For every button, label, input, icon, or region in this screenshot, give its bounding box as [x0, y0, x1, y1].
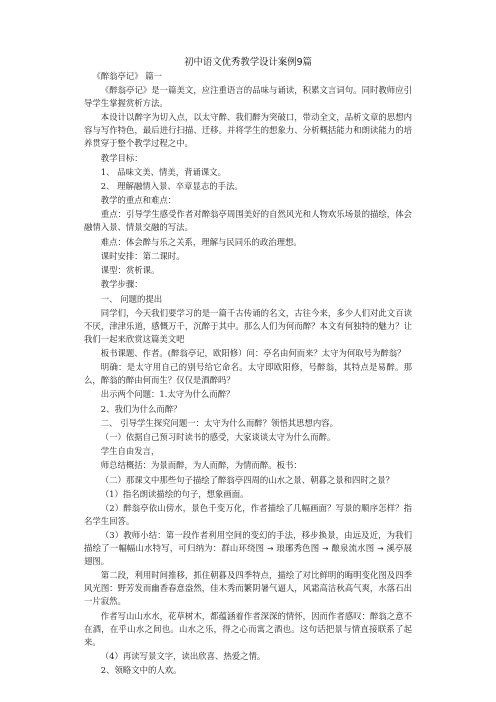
paragraph: 《醉翁亭记》是一篇美文，应注重语言的品味与诵读，积累文言词句。同时教师应引导学生掌握赏析方法。 [84, 85, 412, 109]
paragraph: 教学的重点和难点： [100, 195, 177, 206]
section-heading: 二、 引导学生探究问题一：太守为什么而醉？领悟其思想内容。 [100, 417, 338, 428]
paragraph: 明确：是太守用自己的别号给它命名。太守即欧阳修，号醉翁，其特点是易醉。那么，醉翁的醉由何而生？仅仅是酒醉吗？ [84, 362, 412, 386]
paragraph: 板书课题、作者。(醉翁亭记，欧阳修）问：亭名由何而来？太守为何取号为醉翁？ [100, 347, 406, 358]
paragraph: 2、我们为什么而醉？ [100, 403, 182, 414]
section-heading: 《醉翁亭记》 篇一 [92, 71, 163, 81]
paragraph: （4）再读写景文字，读出欣喜、热爱之情。 [100, 650, 266, 661]
paragraph: 作者写山山水水，花草树木，都蕴涵着作者深深的情怀，因而作者感叹：醉翁之意不在酒，在乎山水之间也。山水之乐，得之心而寓之酒也。这句话把景与情直接联系了起来。 [84, 610, 412, 647]
paragraph: （2）醉翁亭依山傍水，景色千变万化，作者描绘了几幅画面？写景的顺序怎样？指名学生回答。 [84, 502, 412, 526]
paragraph: 本设计以醉字为切入点，以太守醉、我们醉为突破口，带动全文，品析文章的思想内容与写作特色，最后进行扫描、迁移。并将学生的想象力、分析概括能力和朗读能力的培养贯穿于整个教学过程之中。 [84, 112, 412, 149]
paragraph: 师总结概括：为景而醉，为人而醉，为情而醉。板书： [100, 460, 302, 471]
paragraph: 重点：引导学生感受作者对醉翁亭周围美好的自然风光和人物欢乐场景的描绘，体会融情入景、情景交融的写法。 [84, 209, 412, 233]
paragraph: 教学目标： [100, 152, 143, 163]
paragraph: （二）那课文中那些句子描绘了醉翁亭四周的山水之景、朝暮之景和四时之景？ [100, 474, 394, 485]
flow-step: 酿泉流水图 [331, 543, 375, 554]
paragraph: 教学步骤： [100, 279, 143, 290]
paragraph: 难点：体会醉与乐之关系，理解与民同乐的政治理想。 [100, 236, 302, 247]
paragraph-text: （3）教师小结：第一段作者利用空间的变幻的手法，移步换景，由远及近，为我们描绘了一幅幅山水特写，可归纳为：群山环绕图 [84, 530, 412, 554]
arrow-right-icon: → [377, 544, 384, 554]
flow-step: 溪亭展翅图。 [84, 543, 412, 567]
arrow-right-icon: → [267, 544, 274, 554]
list-item: 2、 理解融情入景、卒章显志的手法。 [100, 181, 243, 192]
paragraph: （一）依据自己预习时读书的感受，大家谈谈太守为什么而醉。 [100, 431, 336, 442]
flow-step: 琅琊秀色图 [276, 543, 320, 554]
paragraph: 2、领略文中的人欢。 [100, 665, 182, 676]
paragraph: 课型：赏析课。 [100, 265, 160, 276]
paragraph-with-flow [84, 529, 412, 568]
list-item: 1、 品味文美、情美，背诵课文。 [100, 166, 227, 177]
section-heading: 一、 问题的提出 [100, 293, 163, 304]
paragraph: 出示两个问题：1.太守为什么而醉？ [100, 389, 235, 400]
paragraph: 同学们，今天我们要学习的是一篇千古传诵的名文，古往今来，多少人们对此文百读不厌，津津乐道，感慨万千，沉醉于其中。那么人们为何而醉？本文有何独特的魅力？让我们一起来欣赏这篇美文吧 [84, 307, 412, 344]
page-title: 初中语文优秀教学设计案例9篇 [184, 57, 312, 68]
arrow-right-icon: → [322, 544, 329, 554]
paragraph: 学生自由发言， [100, 446, 160, 457]
paragraph: 课时安排：第二课时。 [100, 250, 185, 261]
paragraph: （1）指名朗读描绘的句子，想象画面。 [100, 488, 249, 499]
document-body [84, 70, 412, 678]
paragraph: 第二段，利用时间推移，抓住朝暮及四季特点，描绘了对比鲜明的晦明变化图及四季风光图：野芳发而幽香春意盎然，佳木秀而繁阴暑气逼人，风霜高洁秋高气爽，水落石出一片寂然。 [84, 570, 412, 607]
